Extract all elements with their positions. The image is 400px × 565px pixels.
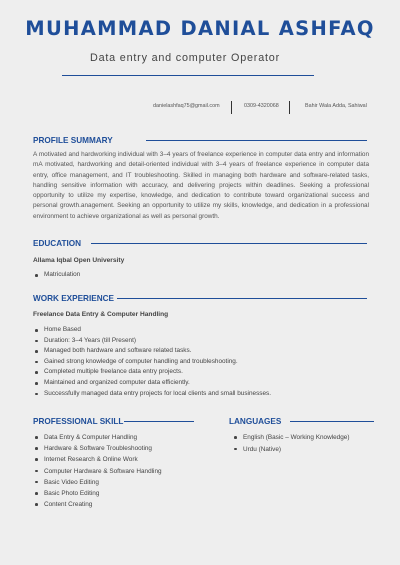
candidate-name: MUHAMMAD DANIAL ASHFAQ [25,17,375,40]
languages-list [232,432,349,456]
contact-email[interactable]: danielashfaq75@gmail.com [153,103,220,109]
list-item: Maintained and organized computer data efficiently. [33,378,271,389]
contact-separator [231,101,232,114]
contact-address: Bahir Wala Adda, Sahiwal [305,103,367,109]
profile-summary-text: A motivated and hardworking individual with 3–4 years of freelance experience in computer data entry and information mA motivated, hardworking and detail-oriented individual with 3–4 years of freelance experience in computer data entry, office management, and IT troubleshooting. Skilled in managing both hardware and software-related tasks, handling sensitive information with accuracy, and delivering projects within deadlines. Seeking a professional opportunity to utilize my expertise, knowledge, and dedication to contribute toward organizational success and personal growth.anagement. Seeking an opportunity to utilize my skills, knowledge, and dedication in a professional environment to achieve organizational as well as personal growth. [33,151,369,220]
list-item: Matriculation [33,270,80,281]
list-item: Computer Hardware & Software Handling [33,466,162,477]
education-list [33,270,80,281]
languages-heading: LANGUAGES [229,417,282,426]
work-experience-divider [117,298,367,299]
list-item: Basic Photo Editing [33,488,162,499]
list-item: Internet Research & Online Work [33,454,162,465]
list-item: Data Entry & Computer Handling [33,432,162,443]
list-item: Successfully managed data entry projects for local clients and small businesses. [33,389,271,400]
list-item: Basic Video Editing [33,477,162,488]
list-item: Urdu (Native) [232,444,349,456]
profile-summary-divider [146,140,367,141]
languages-divider [290,421,374,422]
skills-list [33,432,162,510]
list-item: Home Based [33,325,271,336]
education-heading: EDUCATION [33,239,82,248]
work-experience-heading: WORK EXPERIENCE [33,294,114,303]
profile-summary-heading: PROFILE SUMMARY [33,136,113,145]
candidate-role: Data entry and computer Operator [89,52,281,64]
education-divider [91,243,367,244]
header-divider [62,75,314,76]
professional-skill-heading: PROFESSIONAL SKILL [33,417,124,426]
list-item: Duration: 3–4 Years (till Present) [33,336,271,347]
list-item: Completed multiple freelance data entry projects. [33,367,271,378]
professional-skill-divider [124,421,194,422]
contact-phone: 0309-4320068 [244,103,279,109]
contact-separator [289,101,290,114]
education-institution: Allama Iqbal Open University [33,257,125,264]
list-item: Content Creating [33,499,162,510]
list-item: Gained strong knowledge of computer handling and troubleshooting. [33,357,271,368]
list-item: Managed both hardware and software related tasks. [33,346,271,357]
experience-position: Freelance Data Entry & Computer Handling [33,311,169,318]
list-item: Hardware & Software Troubleshooting [33,443,162,454]
experience-list [33,325,271,399]
list-item: English (Basic – Working Knowledge) [232,432,349,444]
